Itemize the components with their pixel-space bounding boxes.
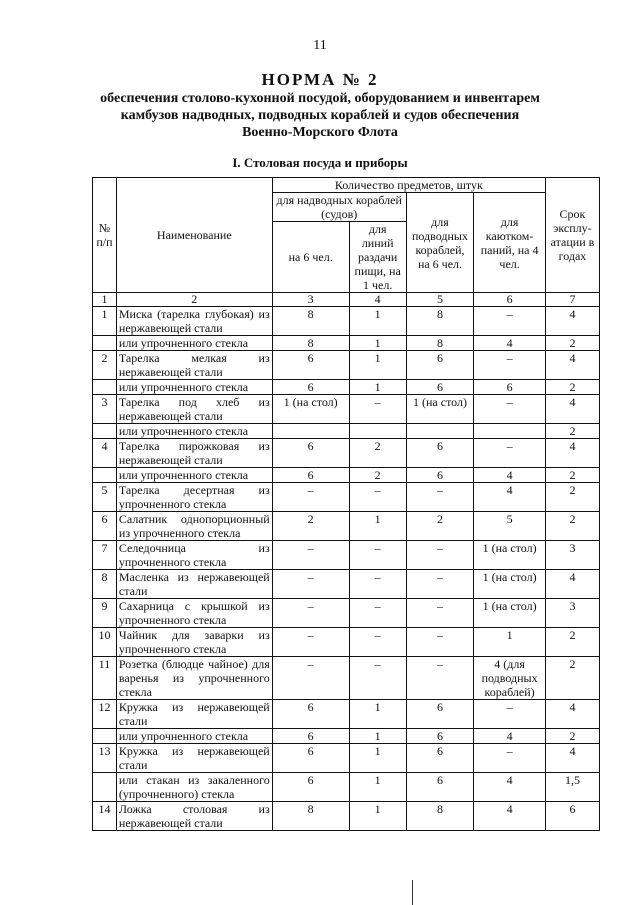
quantity-cell: 2 [545,729,599,744]
item-name: или упрочненного стекла [116,336,272,351]
quantity-cell: 1 [349,336,406,351]
quantity-cell: 6 [474,380,546,395]
quantity-cell: 3 [545,599,599,628]
item-name: Масленка из нержавеющей стали [116,570,272,599]
subtitle-line: камбузов надводных, подводных кораблей и судов обеспечения [120,108,520,123]
table-row [93,628,600,657]
quantity-cell: 6 [406,468,474,483]
quantity-cell: 2 [545,336,599,351]
quantity-cell: – [349,657,406,700]
item-name: или упрочненного стекла [116,468,272,483]
section-heading: I. Столовая посуда и приборы [232,155,408,170]
table-row [93,657,600,700]
table-row [93,729,600,744]
document-title: НОРМА № 2 [261,70,379,89]
table-row [93,773,600,802]
table-row [93,483,600,512]
quantity-cell: – [474,307,546,336]
quantity-cell: – [406,570,474,599]
quantity-cell: 1 (на стол) [272,395,349,424]
quantity-cell: 6 [272,380,349,395]
item-name: или упрочненного стекла [116,424,272,439]
quantity-cell: 4 [545,307,599,336]
quantity-cell: 6 [272,773,349,802]
quantity-cell: 6 [272,468,349,483]
quantity-cell: 4 [474,468,546,483]
quantity-cell: – [272,628,349,657]
quantity-cell: 4 [545,700,599,729]
quantity-cell: 4 (для подводных кораблей) [474,657,546,700]
quantity-cell: 8 [272,336,349,351]
quantity-cell: 2 [545,483,599,512]
header-num: № п/п [93,178,117,293]
quantity-cell: 1 (на стол) [406,395,474,424]
quantity-cell: 1 (на стол) [474,599,546,628]
item-name: Кружка из нержавеющей стали [116,700,272,729]
column-number: 5 [406,293,474,307]
table-row [93,570,600,599]
quantity-cell: 4 [545,439,599,468]
row-number [93,773,117,802]
quantity-cell: 1 [349,773,406,802]
table-row [93,541,600,570]
quantity-cell: 1 [349,512,406,541]
quantity-cell: – [406,628,474,657]
quantity-cell [406,424,474,439]
quantity-cell: 6 [272,744,349,773]
quantity-cell: – [406,541,474,570]
subtitle-line: Военно-Морского Флота [242,125,398,140]
item-name: Салатник однопорционный из упрочненного стекла [116,512,272,541]
quantity-cell: 2 [406,512,474,541]
column-number: 4 [349,293,406,307]
table-row [93,599,600,628]
quantity-cell: 8 [406,307,474,336]
row-number [93,380,117,395]
row-number: 3 [93,395,117,424]
quantity-cell: 2 [272,512,349,541]
quantity-cell: – [349,483,406,512]
row-number [93,336,117,351]
quantity-cell: – [272,483,349,512]
header-per-6: на 6 чел. [272,222,349,293]
quantity-cell: 4 [474,336,546,351]
item-name: Тарелка пирожковая из нержавеющей стали [116,439,272,468]
row-number [93,468,117,483]
quantity-cell: 4 [545,570,599,599]
quantity-cell: – [349,395,406,424]
header-surface-ships: для надводных кораблей (судов) [272,193,406,222]
quantity-cell: – [272,570,349,599]
quantity-cell: 8 [272,307,349,336]
row-number: 13 [93,744,117,773]
quantity-cell: 1 [349,700,406,729]
row-number: 6 [93,512,117,541]
row-number: 1 [93,307,117,336]
row-number: 5 [93,483,117,512]
quantity-cell: 6 [406,351,474,380]
subtitle-line: обеспечения столово-кухонной посудой, оборудованием и инвентарем [100,91,540,106]
quantity-cell: 4 [474,483,546,512]
row-number: 4 [93,439,117,468]
item-name: или стакан из закаленного (упрочненного) стекла [116,773,272,802]
item-name: или упрочненного стекла [116,380,272,395]
item-name: Миска (тарелка глубокая) из нержавеющей стали [116,307,272,336]
header-term: Срок эксплуатации в годах [545,178,599,293]
quantity-cell: 2 [545,380,599,395]
quantity-cell: 1 (на стол) [474,541,546,570]
row-number: 10 [93,628,117,657]
quantity-cell [349,424,406,439]
quantity-cell: – [474,744,546,773]
quantity-cell: 4 [545,395,599,424]
item-name: Ложка столовая из нержавеющей стали [116,802,272,831]
table-row [93,700,600,729]
scan-mark [412,880,413,905]
quantity-cell: 1 [349,380,406,395]
row-number: 2 [93,351,117,380]
table-row [93,512,600,541]
quantity-cell: 8 [406,336,474,351]
quantity-cell: 6 [272,351,349,380]
quantity-cell: 8 [406,802,474,831]
quantity-cell: – [272,657,349,700]
table-row [93,744,600,773]
quantity-cell: 1 [349,351,406,380]
quantity-cell: 6 [272,439,349,468]
table-row [93,307,600,336]
row-number [93,424,117,439]
row-number [93,729,117,744]
row-number: 14 [93,802,117,831]
quantity-cell: 4 [545,351,599,380]
table-row [93,424,600,439]
quantity-cell: 4 [545,744,599,773]
quantity-cell: 2 [545,657,599,700]
row-number: 12 [93,700,117,729]
item-name: Чайник для заварки из упрочненного стекла [116,628,272,657]
quantity-cell: – [272,599,349,628]
column-number: 6 [474,293,546,307]
quantity-cell: 4 [474,729,546,744]
table-row [93,351,600,380]
row-number: 11 [93,657,117,700]
row-number: 9 [93,599,117,628]
header-serving-lines: для линий раздачи пищи, на 1 чел. [349,222,406,293]
quantity-cell: – [349,599,406,628]
item-name: Тарелка мелкая из нержавеющей стали [116,351,272,380]
column-number: 3 [272,293,349,307]
table-row [93,395,600,424]
quantity-cell: 2 [349,439,406,468]
header-wardroom: для каюткомпаний, на 4 чел. [474,193,546,293]
quantity-cell: – [406,599,474,628]
table-row [93,802,600,831]
column-number: 1 [93,293,117,307]
quantity-cell: 1 [474,628,546,657]
item-name: Тарелка под хлеб из нержавеющей стали [116,395,272,424]
quantity-cell: 6 [406,439,474,468]
header-submarines: для подводных кораблей, на 6 чел. [406,193,474,293]
quantity-cell: 6 [406,700,474,729]
quantity-cell: 1 [349,307,406,336]
quantity-cell: 6 [272,729,349,744]
document-subtitle [0,90,640,141]
quantity-cell [474,424,546,439]
item-name: или упрочненного стекла [116,729,272,744]
quantity-cell: 6 [406,744,474,773]
table-row [93,468,600,483]
item-name: Тарелка десертная из упрочненного стекла [116,483,272,512]
quantity-cell: 8 [272,802,349,831]
item-name: Кружка из нержавеющей стали [116,744,272,773]
row-number: 8 [93,570,117,599]
quantity-cell: – [349,541,406,570]
quantity-cell: 6 [406,729,474,744]
quantity-cell: – [406,657,474,700]
column-number: 2 [116,293,272,307]
quantity-cell: 4 [474,802,546,831]
quantity-cell: 2 [545,424,599,439]
quantity-cell: 2 [349,468,406,483]
item-name: Сахарница с крышкой из упрочненного стекла [116,599,272,628]
row-number: 7 [93,541,117,570]
quantity-cell: – [349,570,406,599]
quantity-cell: 1 [349,802,406,831]
item-name: Розетка (блюдце чайное) для варенья из упрочненного стекла [116,657,272,700]
quantity-cell: 6 [272,700,349,729]
norm-table [92,177,600,831]
header-quantity: Количество предметов, штук [272,178,545,193]
quantity-cell: 6 [545,802,599,831]
quantity-cell: 1,5 [545,773,599,802]
quantity-cell: 3 [545,541,599,570]
quantity-cell: – [474,395,546,424]
quantity-cell: – [474,351,546,380]
quantity-cell: 2 [545,468,599,483]
quantity-cell: 1 [349,744,406,773]
page-number: 11 [313,38,327,53]
quantity-cell: – [349,628,406,657]
quantity-cell [272,424,349,439]
quantity-cell: – [406,483,474,512]
table-row [93,380,600,395]
item-name: Селедочница из упрочненного стекла [116,541,272,570]
table-row [93,336,600,351]
quantity-cell: 6 [406,380,474,395]
quantity-cell: 2 [545,628,599,657]
table-row [93,439,600,468]
quantity-cell: – [474,700,546,729]
column-number: 7 [545,293,599,307]
quantity-cell: 1 [349,729,406,744]
quantity-cell: 4 [474,773,546,802]
quantity-cell: 6 [406,773,474,802]
header-name: Наименование [116,178,272,293]
quantity-cell: 1 (на стол) [474,570,546,599]
quantity-cell: 5 [474,512,546,541]
quantity-cell: 2 [545,512,599,541]
quantity-cell: – [272,541,349,570]
quantity-cell: – [474,439,546,468]
